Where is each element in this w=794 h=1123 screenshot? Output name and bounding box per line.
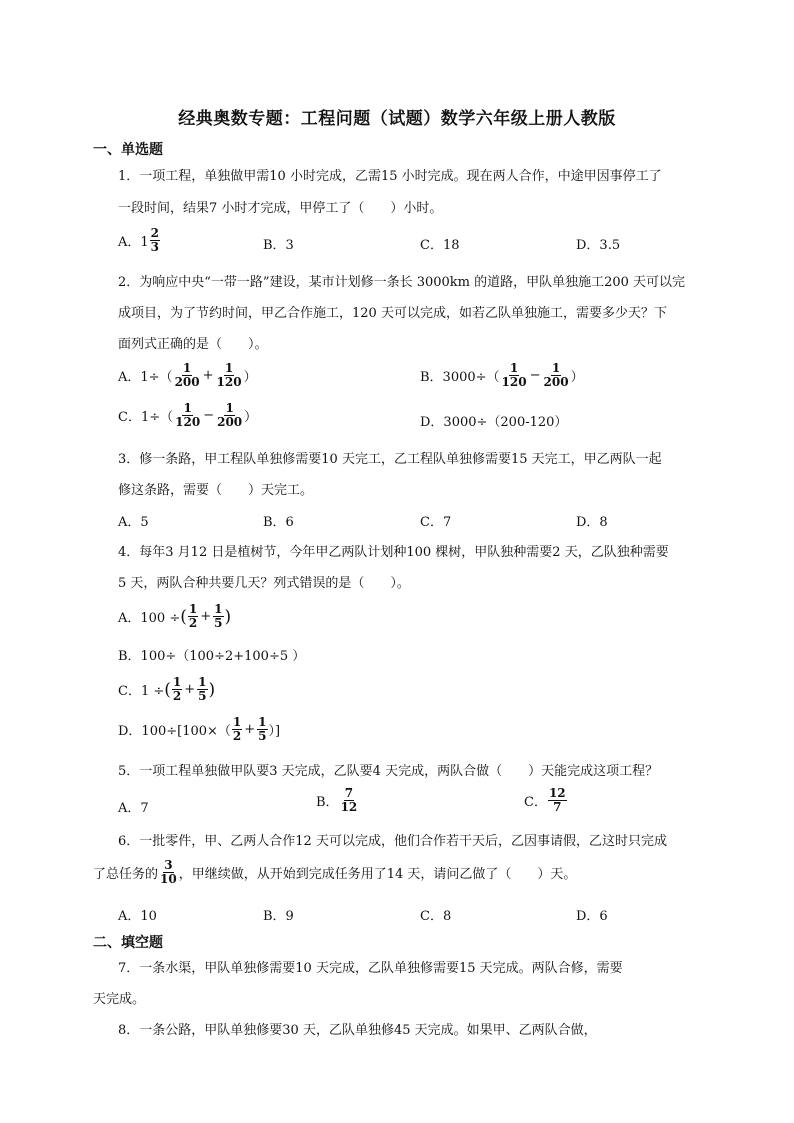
fraction	[188, 603, 198, 630]
fraction	[172, 676, 182, 703]
fraction	[197, 676, 207, 703]
operator: +	[202, 368, 214, 383]
operator: −	[529, 368, 541, 383]
fraction-numerator: 1	[509, 361, 519, 375]
question-2-text-line1: 2．为响应中央“一带一路”建设，某市计划修一条长 3000km 的道路，甲队单独施工200 天可以完	[118, 275, 686, 290]
fraction	[543, 362, 570, 389]
question-4-option-a	[118, 603, 231, 630]
fraction-denominator: 5	[214, 616, 223, 630]
operator: +	[244, 722, 256, 737]
question-8-text-line1: 8．一条公路，甲队单独修要30 天，乙队单独修45 天完成。如果甲、乙两队合做，	[118, 1023, 597, 1038]
question-3-option-b: B．6	[263, 515, 294, 530]
fraction-numerator: 1	[232, 715, 242, 729]
question-1-text-line1: 1．一项工程，单独做甲需10 小时完成，乙需15 小时完成。现在两人合作，中途甲因事停工了	[118, 169, 662, 184]
fraction-numerator: 1	[551, 361, 561, 375]
question-6-option-b: B．9	[263, 909, 294, 924]
fraction-denominator: 10	[160, 872, 177, 886]
question-1-option-c: C．18	[420, 238, 460, 253]
section-heading-single-choice: 一、单选题	[93, 142, 163, 158]
question-3-text-line1: 3．修一条路，甲工程队单独修需要10 天完工，乙工程队单独修需要15 天完工，甲乙两队一起	[118, 452, 662, 467]
question-1-option-b: B．3	[263, 238, 294, 253]
question-6-option-d: D．6	[576, 909, 608, 924]
question-4-option-c	[118, 676, 215, 703]
question-6-option-a: A．10	[118, 909, 157, 924]
fraction-denominator: 200	[543, 375, 569, 389]
question-3-option-a: A．5	[118, 515, 149, 530]
question-7-text-line2: 天完成。	[93, 992, 146, 1007]
fraction-denominator: 2	[232, 729, 242, 743]
fraction-numerator: 1	[183, 401, 192, 415]
open-paren: (	[164, 679, 171, 700]
option-label: C．	[524, 795, 547, 810]
fraction-denominator: 7	[553, 800, 562, 814]
fraction-denominator: 200	[174, 375, 200, 389]
option-label: A．1	[118, 235, 149, 250]
question-2-text-line2: 成项目，为了节约时间，甲乙合作施工，120 天可以完成，如若乙队单独施工，需要多少天？下	[118, 306, 667, 321]
fraction-numerator: 1	[224, 361, 234, 375]
fraction-numerator: 12	[548, 786, 566, 800]
fraction-denominator: 5	[258, 729, 267, 743]
question-2-option-b	[420, 362, 584, 389]
fraction	[150, 227, 160, 254]
fraction	[257, 716, 267, 743]
section-heading-fill-blank: 二、填空题	[93, 935, 163, 951]
question-2-option-c	[118, 402, 257, 429]
question-6-text-line1: 6．一批零件，甲、乙两人合作12 天可以完成，他们合作若干天后，乙因事请假，乙这时只完成	[118, 834, 667, 849]
fraction-numerator: 1	[182, 361, 192, 375]
question-3-text-line2: 修这条路，需要（ ）天完工。	[118, 483, 314, 498]
fraction	[340, 787, 359, 814]
fraction-numerator: 1	[214, 602, 223, 616]
fraction-denominator: 120	[501, 375, 527, 389]
fraction-denominator: 2	[172, 689, 182, 703]
question-2-text-line3: 面列式正确的是（ ）。	[118, 337, 268, 352]
option-label: A．100 ÷	[118, 611, 181, 626]
option-label: B．3000÷（	[420, 370, 500, 385]
question-1-option-a	[118, 227, 161, 254]
question-4-text-line2: 5 天，两队合种共要几天？列式错误的是（ ）。	[118, 576, 410, 591]
open-paren: (	[180, 606, 187, 627]
fraction	[174, 362, 201, 389]
question-7-text-line1: 7．一条水渠，甲队单独修需要10 天完成，乙队单独修需要15 天完成。两队合修，需要	[118, 961, 623, 976]
close-paren: )	[208, 679, 216, 700]
option-label: B．	[316, 795, 339, 810]
question-5-option-a: A．7	[118, 801, 149, 816]
question-5-option-b	[316, 787, 359, 814]
close-paren: ）	[244, 410, 258, 425]
fraction-numerator: 1	[172, 675, 182, 689]
fraction-denominator: 120	[175, 415, 201, 429]
fraction-numerator: 3	[164, 858, 173, 872]
question-6-option-c: C．8	[420, 909, 452, 924]
close-paren: )	[224, 606, 232, 627]
option-label: C．1÷（	[118, 410, 174, 425]
fraction-denominator: 5	[198, 689, 207, 703]
question-6-text-line2	[93, 859, 576, 886]
fraction	[174, 402, 201, 429]
fraction-numerator: 1	[258, 715, 267, 729]
text-segment: ，甲继续做，从开始到完成任务用了14 天，请问乙做了（ ）天。	[178, 867, 577, 882]
close-paren: ）	[570, 370, 584, 385]
question-3-option-d: D．8	[576, 515, 608, 530]
question-5-text-line1: 5．一项工程单独做甲队要3 天完成，乙队要4 天完成，两队合做（ ）天能完成这项工程？	[118, 764, 659, 779]
fraction-denominator: 200	[217, 415, 243, 429]
operator: +	[184, 682, 196, 697]
fraction	[232, 716, 242, 743]
close-bracket: ）]	[268, 724, 281, 739]
fraction-numerator: 1	[225, 401, 234, 415]
fraction-denominator: 12	[340, 800, 358, 814]
fraction	[213, 603, 223, 630]
fraction	[159, 859, 178, 886]
question-2-option-a	[118, 362, 257, 389]
operator: +	[200, 609, 212, 624]
question-3-option-c: C．7	[420, 515, 452, 530]
option-label: C．1 ÷	[118, 684, 165, 699]
fraction-denominator: 3	[150, 240, 160, 254]
close-paren: ）	[243, 370, 257, 385]
fraction-denominator: 120	[216, 375, 242, 389]
question-4-option-d	[118, 716, 280, 743]
fraction	[216, 402, 243, 429]
fraction-numerator: 1	[198, 675, 207, 689]
fraction	[548, 787, 567, 814]
fraction-numerator: 7	[344, 786, 354, 800]
question-1-text-line2: 一段时间，结果7 小时才完成，甲停工了（ ）小时。	[118, 201, 443, 216]
fraction	[501, 362, 528, 389]
fraction-numerator: 1	[188, 602, 198, 616]
operator: −	[203, 408, 215, 423]
fraction-denominator: 2	[188, 616, 198, 630]
question-5-option-c	[524, 787, 568, 814]
text-segment: 了总任务的	[93, 867, 159, 882]
fraction-numerator: 2	[150, 226, 160, 240]
option-label: D．100÷[100×（	[118, 724, 231, 739]
question-1-option-d: D．3.5	[576, 238, 621, 253]
question-4-text-line1: 4．每年3 月12 日是植树节，今年甲乙两队计划种100 棵树，甲队独种需要2 天，乙队独种需要	[118, 545, 669, 560]
question-2-option-d: D．3000÷（200-120）	[420, 415, 568, 430]
page-title: 经典奥数专题：工程问题（试题）数学六年级上册人教版	[178, 109, 616, 129]
fraction	[216, 362, 243, 389]
question-4-option-b: B．100÷（100÷2+100÷5 ）	[118, 649, 306, 664]
option-label: A．1÷（	[118, 370, 173, 385]
